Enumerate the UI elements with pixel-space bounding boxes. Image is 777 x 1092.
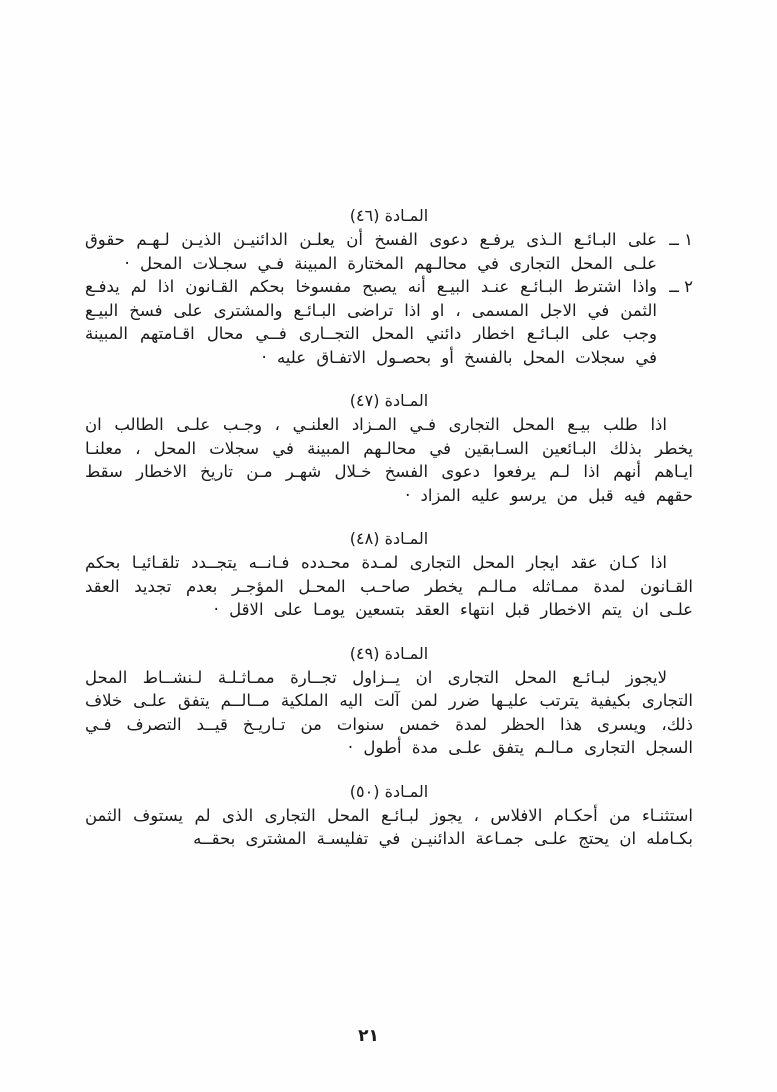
article-46-clause-2 bbox=[85, 275, 693, 369]
article-46-clause-1 bbox=[85, 228, 693, 275]
article-title-50: المـادة (٥٠) bbox=[349, 781, 429, 801]
article-section-49 bbox=[85, 642, 693, 760]
clause-1-text: على البـائـع الـذى يرفـع دعوى الفسخ أن يعلـن الدائنيـن الذيـن لـهـم حقوق علـى المحل التجارى في محالـهم المختارة المبينة فـي سجـلات المحل · bbox=[85, 230, 657, 273]
article-47-text: اذا طلب بيـع المحل التجارى فـي المـزاد العلنـي ، وجـب علـى الطالب ان يخطر بذلك البـائعين السـابقين في محالـهم المبينة في سجلات المحل ، معلنـا ايـاهم أنهم اذا لـم يرفعوا دعوى الفسخ خـلال شهـر مـن تاريخ الاخطار سقط حقهم فيه قبل من يرسو عليه المزاد · bbox=[85, 415, 693, 505]
article-title-48: المـادة (٤٨) bbox=[349, 529, 429, 548]
article-section-47 bbox=[85, 389, 693, 507]
article-section-46 bbox=[85, 204, 693, 369]
article-50-text: استثنـاء من أحكـام الافلاس ، يجوز لبـائـع المحل التجارى الذى لم يستوف الثمن بكـامله ان يحتج علـى جمـاعة الدائنيـن في تفليسـة المشترى بحقــه bbox=[85, 805, 693, 848]
page-number: ٢١ bbox=[358, 1026, 379, 1046]
article-title-46: المـادة (٤٦) bbox=[349, 206, 429, 225]
article-title-47: المـادة (٤٧) bbox=[349, 391, 429, 410]
clause-2-text: واذا اشترط البـائـع عنـد البيـع أنه يصبح مفسوخا بحكم القـانون اذا لم يدفـع الثمن في الاجل المسمى ، او اذا تراضى البـائـع والمشترى على فسخ البيـع وجب على البـائـع اخطار دائني المحل التجــارى فــي محال اقـامتهم المبينة في سجلات المحل بالفسخ أو بحصـول الاتفـاق عليه · bbox=[85, 277, 657, 367]
article-title-49: المـادة (٤٩) bbox=[349, 643, 429, 663]
article-section-48 bbox=[85, 527, 693, 622]
clause-1-number: ١ ــ bbox=[669, 230, 693, 249]
page-footer bbox=[0, 1026, 777, 1046]
document-body bbox=[85, 204, 693, 851]
clause-2-number: ٢ ــ bbox=[669, 277, 693, 296]
article-49-text: لايجوز لبـائـع المحل التجارى ان يــزاول تجــارة ممـاثـلـة لـنشــاط المحل التجارى بكيفية يترتب عليـها ضرر لمن آلت اليه الملكية مــالــم يتفق علـى خلاف ذلك، ويسرى هذا الحظر لمدة خمس سنوات من تـاريـخ قيــد التصرف فـي السجل التجارى مـالـم يتفق علـى مدة أطول · bbox=[85, 667, 693, 757]
article-48-text: اذا كـان عقد ايجار المحل التجارى لمـدة محـدده فـانــه يتجــدد تلقـائيـا بحكم القـانون لمدة ممـاثله مـالـم يخطر صاحـب المحـل المؤجـر بعدم تجديد العقد علـى ان يتم الاخطار قبل انتهاء العقد بتسعين يومـا على الاقل · bbox=[85, 553, 693, 619]
article-section-50 bbox=[85, 780, 693, 851]
